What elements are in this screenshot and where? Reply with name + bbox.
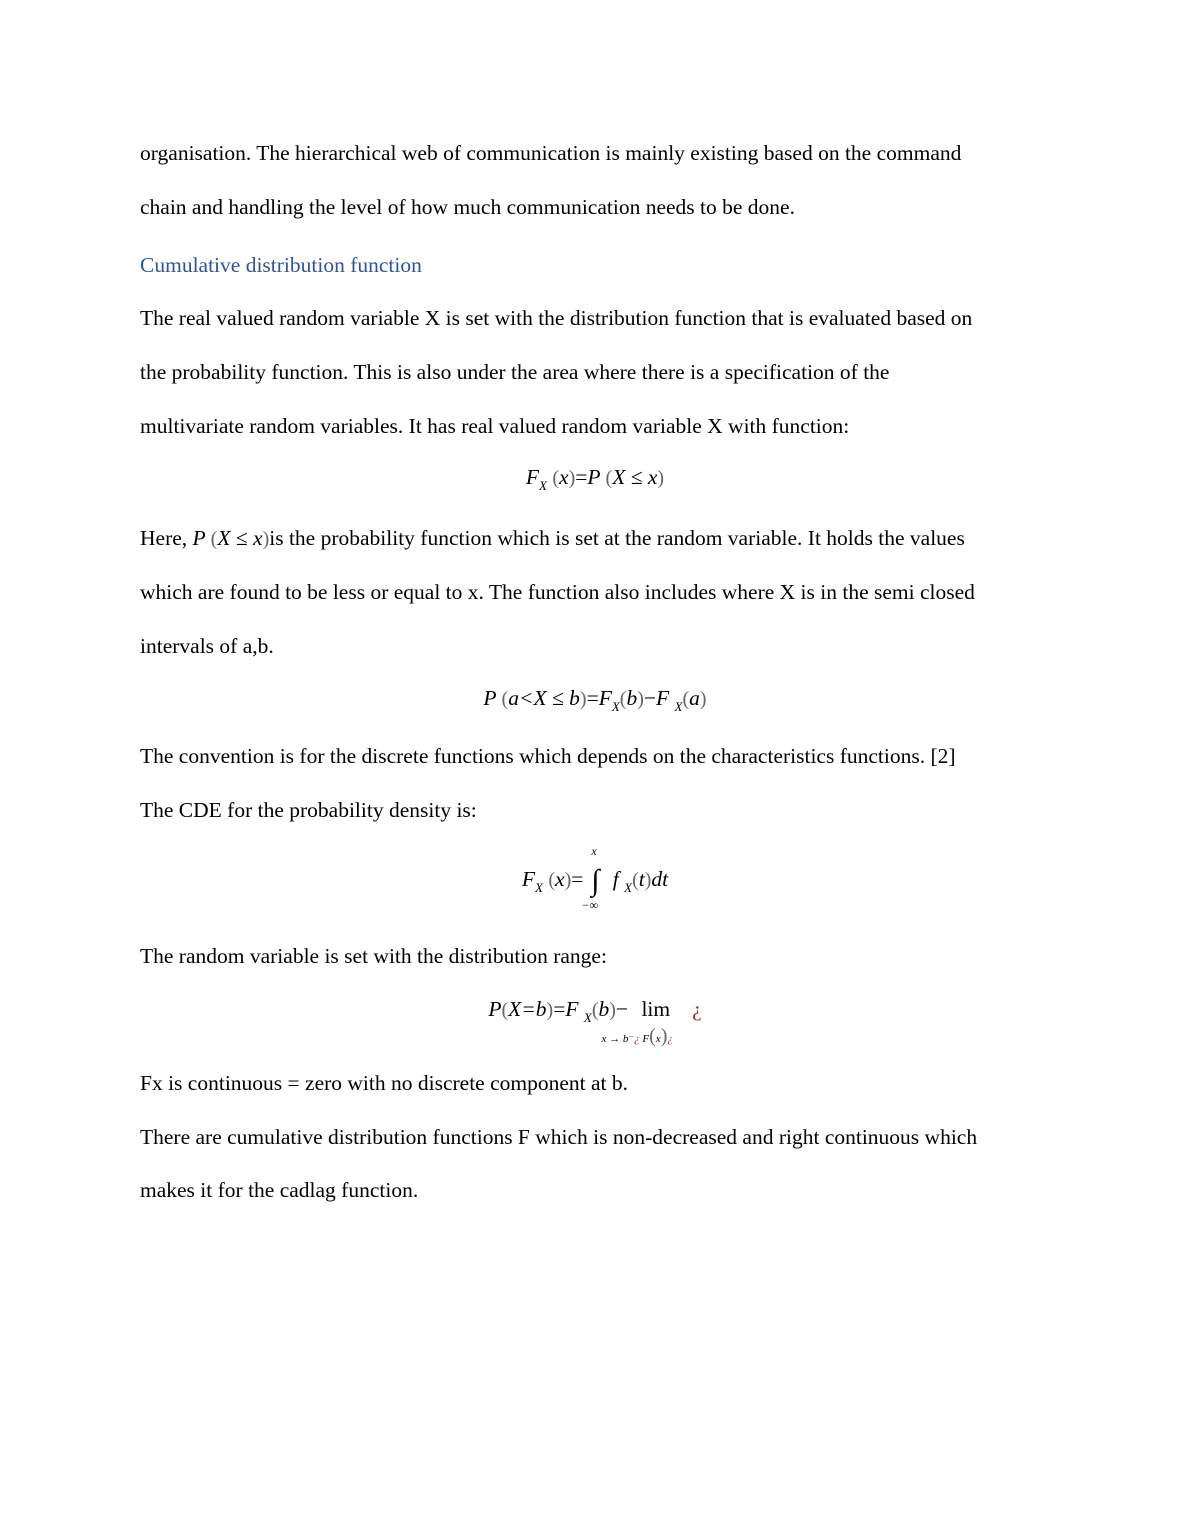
eq-symbol: X=b <box>508 997 547 1021</box>
paragraph-line: The convention is for the discrete functions which depends on the characteristics functions. [2] <box>140 744 956 768</box>
integral-lower-limit: −∞ <box>581 898 599 912</box>
paragraph-line: The CDE for the probability density is: <box>140 798 477 822</box>
paragraph-line: multivariate random variables. It has real valued random variable X with function: <box>140 414 850 438</box>
section-heading: Cumulative distribution function <box>140 253 422 277</box>
unrendered-glyph: ¿ <box>692 997 702 1021</box>
eq-symbol: f <box>612 866 619 891</box>
inline-equation: P (X ≤ x) <box>192 526 270 550</box>
eq-symbol: F <box>525 465 540 489</box>
eq-symbol: X ≤ x <box>217 526 263 550</box>
eq-symbol: F <box>521 866 536 891</box>
limit-approach: x → b <box>601 1033 629 1045</box>
paragraph-line: makes it for the cadlag function. <box>140 1178 419 1202</box>
paragraph-line: The random variable is set with the distribution range: <box>140 944 607 968</box>
equation-cdf-definition: $F_X$ (x)=P (X ≤ x) <box>525 465 665 493</box>
eq-subscript: X <box>583 1010 592 1025</box>
eq-subscript: X <box>535 879 543 895</box>
eq-subscript: X <box>539 478 547 493</box>
eq-symbol: a <box>689 686 700 710</box>
equation-cdf-integral: $F_X$ (x)= x ∫ −∞ f $_X$(t)dt <box>521 844 669 912</box>
paragraph-line: organisation. The hierarchical web of communication is mainly existing based on the command <box>140 141 962 165</box>
eq-operator: − <box>615 997 629 1021</box>
eq-symbol: b <box>626 686 638 710</box>
equation-point-probability: P(X=b)=F $_X$(b)− lim x → b⁻¿ F(x)¿ ¿ <box>488 997 702 1047</box>
eq-operator: = <box>571 866 584 891</box>
limit-subscript: x → b⁻¿ F(x)¿ <box>601 1025 673 1047</box>
eq-symbol: x <box>559 465 569 489</box>
eq-symbol: X ≤ x <box>612 465 658 489</box>
equation-interval-probability: P $(a<X \le b)=F_X(b)-F$ $_X$(a) <box>483 686 707 714</box>
eq-symbol: t <box>638 866 645 891</box>
eq-symbol: x <box>555 866 565 891</box>
integral-upper-limit: x <box>591 844 597 858</box>
eq-operator: = <box>553 997 566 1021</box>
eq-operator: = <box>586 686 599 710</box>
limit-func: F <box>642 1033 650 1045</box>
eq-symbol: P <box>483 686 497 710</box>
paragraph-line: the probability function. This is also under the area where there is a specification of the <box>140 360 890 384</box>
eq-symbol: F <box>598 686 612 710</box>
eq-symbol: P <box>587 465 601 489</box>
paragraph-line: which are found to be less or equal to x. The function also includes where X is in the semi closed <box>140 580 975 604</box>
paragraph-line: intervals of a,b. <box>140 634 274 658</box>
paragraph-line: There are cumulative distribution functions F which is non-decreased and right continuous which <box>140 1125 978 1149</box>
eq-symbol: a<X ≤ b <box>508 686 580 710</box>
paragraph-line: chain and handling the level of how much communication needs to be done. <box>140 195 795 219</box>
paragraph-line: Fx is continuous = zero with no discrete component at b. <box>140 1071 629 1095</box>
eq-symbol: P <box>488 997 502 1021</box>
eq-subscript: X <box>611 699 620 714</box>
eq-operator: = <box>575 465 588 489</box>
eq-symbol: dt <box>651 866 669 891</box>
eq-symbol: F <box>656 686 670 710</box>
limit-var: x <box>655 1033 661 1045</box>
eq-symbol: b <box>598 997 610 1021</box>
eq-symbol: P <box>192 526 206 550</box>
eq-operator: − <box>643 686 657 710</box>
paragraph-line <box>140 511 1060 566</box>
eq-subscript: X <box>624 879 633 895</box>
lim-text: lim <box>641 997 671 1021</box>
text-rest: is the probability function which is set at the random variable. It holds the values <box>269 526 965 550</box>
limit-operator <box>601 997 673 1047</box>
integral-sign: x ∫ −∞ <box>581 844 600 912</box>
text-prefix: Here, <box>140 526 188 550</box>
eq-symbol: F <box>565 997 579 1021</box>
paragraph-line: The real valued random variable X is set with the distribution function that is evaluated based on <box>140 306 973 330</box>
eq-subscript: X <box>674 699 683 714</box>
